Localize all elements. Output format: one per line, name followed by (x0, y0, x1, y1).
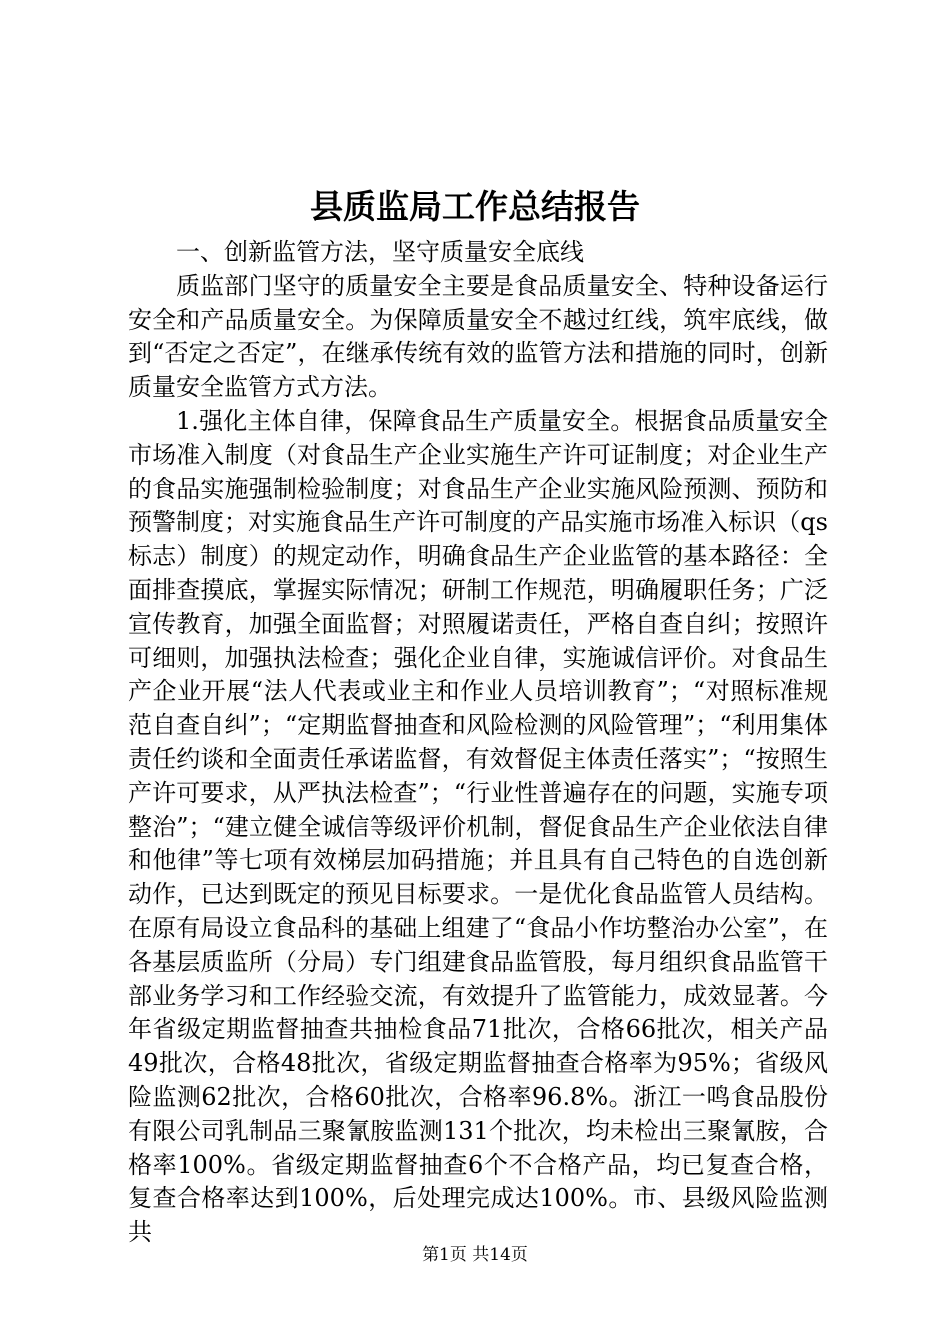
paragraph: 质监部门坚守的质量安全主要是食品质量安全、特种设备运行安全和产品质量安全。为保障质量安全不越过红线，筑牢底线，做到“否定之否定”，在继承传统有效的监管方法和措施的同时，创新质量安全监管方式方法。 (128, 271, 828, 402)
page-footer: 第1页 共14页 (422, 1245, 528, 1265)
section-heading: 一、创新监管方法，坚守质量安全底线 (176, 238, 584, 266)
paragraph: 1.强化主体自律，保障食品生产质量安全。根据食品质量安全市场准入制度（对食品生产企业实施生产许可证制度；对企业生产的食品实施强制检验制度；对食品生产企业实施风险预测、预防和预警制度；对实施食品生产许可制度的产品实施市场准入标识（qs标志）制度）的规定动作，明确食品生产企业监管的基本路径：全面排查摸底，掌握实际情况；研制工作规范，明确履职任务；广泛宣传教育，加强全面监督；对照履诺责任，严格自查自纠；按照许可细则，加强执法检查；强化企业自律，实施诚信评价。对食品生产企业开展“法人代表或业主和作业人员培训教育”；“对照标准规范自查自纠”；“定期监督抽查和风险检测的风险管理”；“利用集体责任约谈和全面责任承诺监督，有效督促主体责任落实”；“按照生产许可要求，从严执法检查”；“行业性普遍存在的问题，实施专项整治”；“建立健全诚信等级评价机制，督促食品生产企业依法自律和他律”等七项有效梯层加码措施；并且具有自己特色的自选创新动作，已达到既定的预见目标要求。一是优化食品监管人员结构。在原有局设立食品科的基础上组建了“食品小作坊整治办公室”，在各基层质监所（分局）专门组建食品监管股，每月组织食品监管干部业务学习和工作经验交流，有效提升了监管能力，成效显著。今年省级定期监督抽查共抽检食品71批次，合格66批次，相关产品49批次，合格48批次，省级定期监督抽查合格率为95%；省级风险监测62批次，合格60批次，合格率96.8%。浙江一鸣食品股份有限公司乳制品三聚氰胺监测131个批次，均未检出三聚氰胺，合格率100%。省级定期监督抽查6个不合格产品，均已复查合格，复查合格率达到100%，后处理完成达100%。市、县级风险监测共 (128, 406, 828, 1247)
document-body (128, 236, 828, 1250)
document-title: 县质监局工作总结报告 (310, 187, 640, 226)
